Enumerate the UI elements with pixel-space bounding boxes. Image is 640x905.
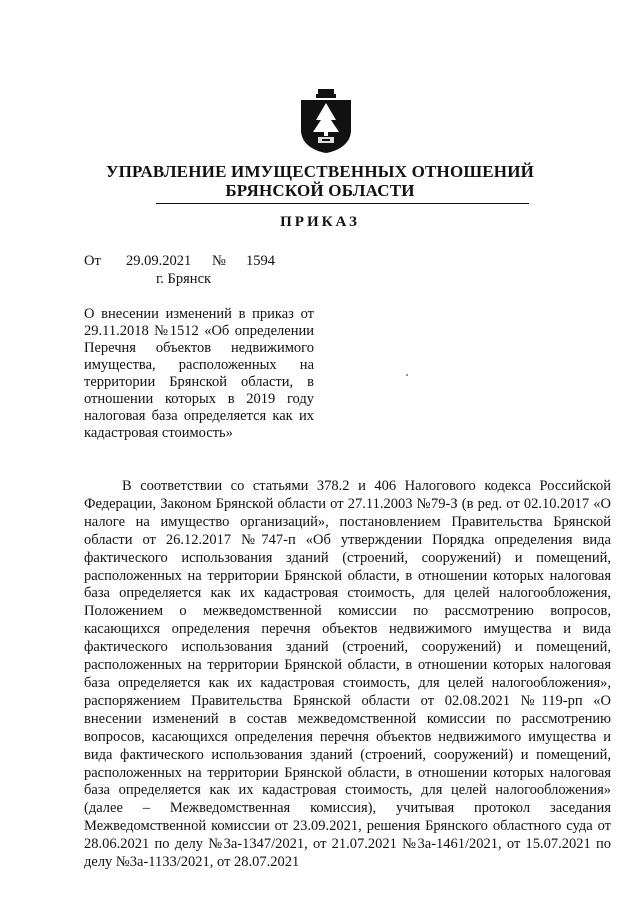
order-number: 1594 [246,253,275,269]
bryansk-coat-of-arms-icon [298,88,354,154]
order-body [84,478,611,872]
number-label: № [212,253,226,269]
order-body-paragraph: В соответствии со статьями 378.2 и 406 Налогового кодекса Российской Федерации, Законом Брянской области от 27.11.2003 №79-З (в ред. от 02.10.2017 «О налоге на имущество организаций», постановлением Правительства Брянской области от 26.12.2017 №747-п «Об утверждении Порядка определения вида фактического использования зданий (строений, сооружений) и помещений, расположенных на территории Брянской области, в отношении которых налоговая база определяется как их кадастровая стоимость, для целей налогообложения, Положением о межведомственной комиссии по рассмотрению вопросов, касающихся определения перечня объектов недвижимого имущества и вида фактического использования зданий (строений, сооружений) и помещений, расположенных на территории Брянской области, в отношении которых налоговая база определяется как их кадастровая стоимость, для целей налогообложения», распоряжением Правительства Брянской области от 02.08.2021 №119-рп «О внесении изменений в состав межведомственной комиссии по рассмотрению вопросов, касающихся определения перечня объектов недвижимого имущества и вида фактического использования зданий (строений, сооружений) и помещений, расположенных на территории Брянской области, в отношении которых налоговая база определяется как их кадастровая стоимость, для целей налогообложения» (далее – Межведомственная комиссия), учитывая протокол заседания Межведомственной комиссии от 23.09.2021, решения Брянского областного суда от 28.06.2021 по делу №3а-1347/2021, от 21.07.2021 №3а-1461/2021, от 15.07.2021 по делу №3а-1133/2021, от 28.07.2021 [84,478,611,871]
order-subject-text: О внесении изменений в приказ от 29.11.2018 №1512 «Об определении Перечня объектов недвижимого имущества, расположенных на территории Брянской области, в отношении которых в 2019 году налоговая база определяется как их кадастровая стоимость» [84,306,314,441]
document-type-title: ПРИКАЗ [280,214,360,230]
order-date: 29.09.2021 [126,253,192,269]
city-name: г. Брянск [156,271,212,287]
header-divider [156,203,529,204]
organization-name-line-2: БРЯНСКОЙ ОБЛАСТИ [225,181,415,200]
from-label: От [84,253,101,269]
scan-speck [406,374,408,376]
organization-name-line-1: УПРАВЛЕНИЕ ИМУЩЕСТВЕННЫХ ОТНОШЕНИЙ [105,162,535,181]
order-subject [84,306,314,442]
